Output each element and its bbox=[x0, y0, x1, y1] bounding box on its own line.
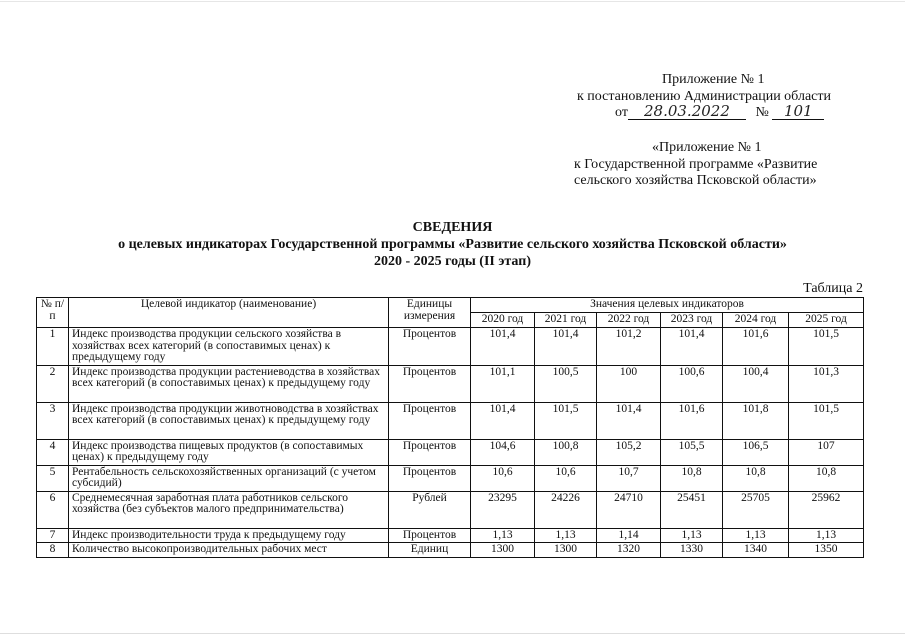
row-indicator-name: Индекс производства продукции животноводства в хозяйствах всех категорий (в сопоставимых ценах) к предыдущему году bbox=[69, 402, 389, 439]
row-unit: Процентов bbox=[389, 528, 471, 543]
appendix-quote-line-1: «Приложение № 1 bbox=[652, 140, 762, 155]
row-indicator-name: Индекс производства продукции растениеводства в хозяйствах всех категорий (в сопоставимых ценах) к предыдущему году bbox=[69, 365, 389, 402]
header-year: 2025 год bbox=[789, 313, 864, 328]
row-value: 1320 bbox=[597, 543, 661, 558]
appendix-quote-line-3: сельского хозяйства Псковской области» bbox=[574, 173, 817, 188]
row-num: 2 bbox=[37, 365, 69, 402]
row-value: 25451 bbox=[661, 491, 723, 528]
row-unit: Единиц bbox=[389, 543, 471, 558]
row-value: 25962 bbox=[789, 491, 864, 528]
document-subtitle: о целевых индикаторах Государственной программы «Развитие сельского хозяйства Псковской области» bbox=[118, 237, 787, 252]
row-value: 101,2 bbox=[597, 328, 661, 366]
row-value: 100,4 bbox=[723, 365, 789, 402]
row-num: 1 bbox=[37, 328, 69, 366]
row-value: 10,8 bbox=[661, 465, 723, 491]
table-label: Таблица 2 bbox=[803, 281, 863, 296]
row-indicator-name: Количество высокопроизводительных рабочих мест bbox=[69, 543, 389, 558]
row-unit: Процентов bbox=[389, 402, 471, 439]
appendix-line-3 bbox=[615, 104, 824, 121]
row-num: 7 bbox=[37, 528, 69, 543]
header-year: 2024 год bbox=[723, 313, 789, 328]
scan-edge-top bbox=[0, 1, 905, 2]
appendix-line-2: к постановлению Администрации области bbox=[577, 89, 831, 104]
row-indicator-name: Среднемесячная заработная плата работников сельского хозяйства (без субъектов малого предпринимательства) bbox=[69, 491, 389, 528]
row-value: 101,4 bbox=[597, 402, 661, 439]
row-value: 24226 bbox=[535, 491, 597, 528]
appendix-quote-line-2: к Государственной программе «Развитие bbox=[574, 157, 818, 172]
row-unit: Процентов bbox=[389, 439, 471, 465]
row-value: 105,2 bbox=[597, 439, 661, 465]
indicators-table bbox=[36, 297, 864, 558]
row-value: 101,4 bbox=[471, 402, 535, 439]
row-value: 1330 bbox=[661, 543, 723, 558]
row-value: 1340 bbox=[723, 543, 789, 558]
row-value: 1,13 bbox=[723, 528, 789, 543]
row-value: 10,6 bbox=[535, 465, 597, 491]
row-unit: Рублей bbox=[389, 491, 471, 528]
row-value: 101,5 bbox=[789, 328, 864, 366]
row-value: 25705 bbox=[723, 491, 789, 528]
row-unit: Процентов bbox=[389, 365, 471, 402]
document-title: СВЕДЕНИЯ bbox=[412, 220, 493, 235]
table-row bbox=[37, 543, 864, 558]
row-value: 101,3 bbox=[789, 365, 864, 402]
row-value: 1300 bbox=[471, 543, 535, 558]
row-value: 10,8 bbox=[789, 465, 864, 491]
row-value: 1300 bbox=[535, 543, 597, 558]
scan-edge-bottom bbox=[0, 633, 905, 634]
row-indicator-name: Индекс производства продукции сельского хозяйства в хозяйствах всех категорий (в сопоставимых ценах) к предыдущему году bbox=[69, 328, 389, 366]
row-value: 100 bbox=[597, 365, 661, 402]
row-value: 1,13 bbox=[789, 528, 864, 543]
row-value: 10,7 bbox=[597, 465, 661, 491]
header-num: № п/п bbox=[37, 298, 69, 328]
row-value: 1,13 bbox=[661, 528, 723, 543]
row-value: 101,6 bbox=[661, 402, 723, 439]
row-value: 101,4 bbox=[535, 328, 597, 366]
row-value: 107 bbox=[789, 439, 864, 465]
handwritten-date: 28.03.2022 bbox=[628, 104, 746, 120]
header-year: 2022 год bbox=[597, 313, 661, 328]
document-period: 2020 - 2025 годы (II этап) bbox=[374, 254, 531, 269]
row-value: 101,5 bbox=[535, 402, 597, 439]
table-row bbox=[37, 465, 864, 491]
row-value: 101,5 bbox=[789, 402, 864, 439]
table-row bbox=[37, 402, 864, 439]
row-value: 23295 bbox=[471, 491, 535, 528]
row-num: 8 bbox=[37, 543, 69, 558]
row-unit: Процентов bbox=[389, 465, 471, 491]
table-row bbox=[37, 365, 864, 402]
row-num: 4 bbox=[37, 439, 69, 465]
header-name: Целевой индикатор (наименование) bbox=[69, 298, 389, 328]
row-indicator-name: Индекс производительности труда к предыдущему году bbox=[69, 528, 389, 543]
row-value: 101,4 bbox=[471, 328, 535, 366]
row-indicator-name: Рентабельность сельскохозяйственных организаций (с учетом субсидий) bbox=[69, 465, 389, 491]
header-unit: Единицы измерения bbox=[389, 298, 471, 328]
row-unit: Процентов bbox=[389, 328, 471, 366]
row-num: 5 bbox=[37, 465, 69, 491]
row-value: 100,5 bbox=[535, 365, 597, 402]
row-num: 6 bbox=[37, 491, 69, 528]
table-row bbox=[37, 528, 864, 543]
row-value: 100,6 bbox=[661, 365, 723, 402]
appendix-from-prefix: от bbox=[615, 105, 628, 120]
row-value: 104,6 bbox=[471, 439, 535, 465]
row-value: 24710 bbox=[597, 491, 661, 528]
row-value: 101,1 bbox=[471, 365, 535, 402]
table-row bbox=[37, 439, 864, 465]
row-value: 10,8 bbox=[723, 465, 789, 491]
row-value: 105,5 bbox=[661, 439, 723, 465]
header-year: 2021 год bbox=[535, 313, 597, 328]
row-value: 101,6 bbox=[723, 328, 789, 366]
row-value: 1350 bbox=[789, 543, 864, 558]
row-value: 100,8 bbox=[535, 439, 597, 465]
row-value: 1,14 bbox=[597, 528, 661, 543]
row-value: 1,13 bbox=[471, 528, 535, 543]
appendix-line-1: Приложение № 1 bbox=[662, 72, 765, 87]
header-year: 2020 год bbox=[471, 313, 535, 328]
header-year: 2023 год bbox=[661, 313, 723, 328]
row-value: 101,4 bbox=[661, 328, 723, 366]
table-row bbox=[37, 328, 864, 366]
row-value: 10,6 bbox=[471, 465, 535, 491]
header-values-group: Значения целевых индикаторов bbox=[471, 298, 864, 313]
handwritten-number: 101 bbox=[772, 104, 824, 120]
appendix-number-label: № bbox=[755, 105, 769, 120]
row-value: 106,5 bbox=[723, 439, 789, 465]
row-num: 3 bbox=[37, 402, 69, 439]
table-row bbox=[37, 491, 864, 528]
row-value: 1,13 bbox=[535, 528, 597, 543]
row-indicator-name: Индекс производства пищевых продуктов (в сопоставимых ценах) к предыдущему году bbox=[69, 439, 389, 465]
row-value: 101,8 bbox=[723, 402, 789, 439]
